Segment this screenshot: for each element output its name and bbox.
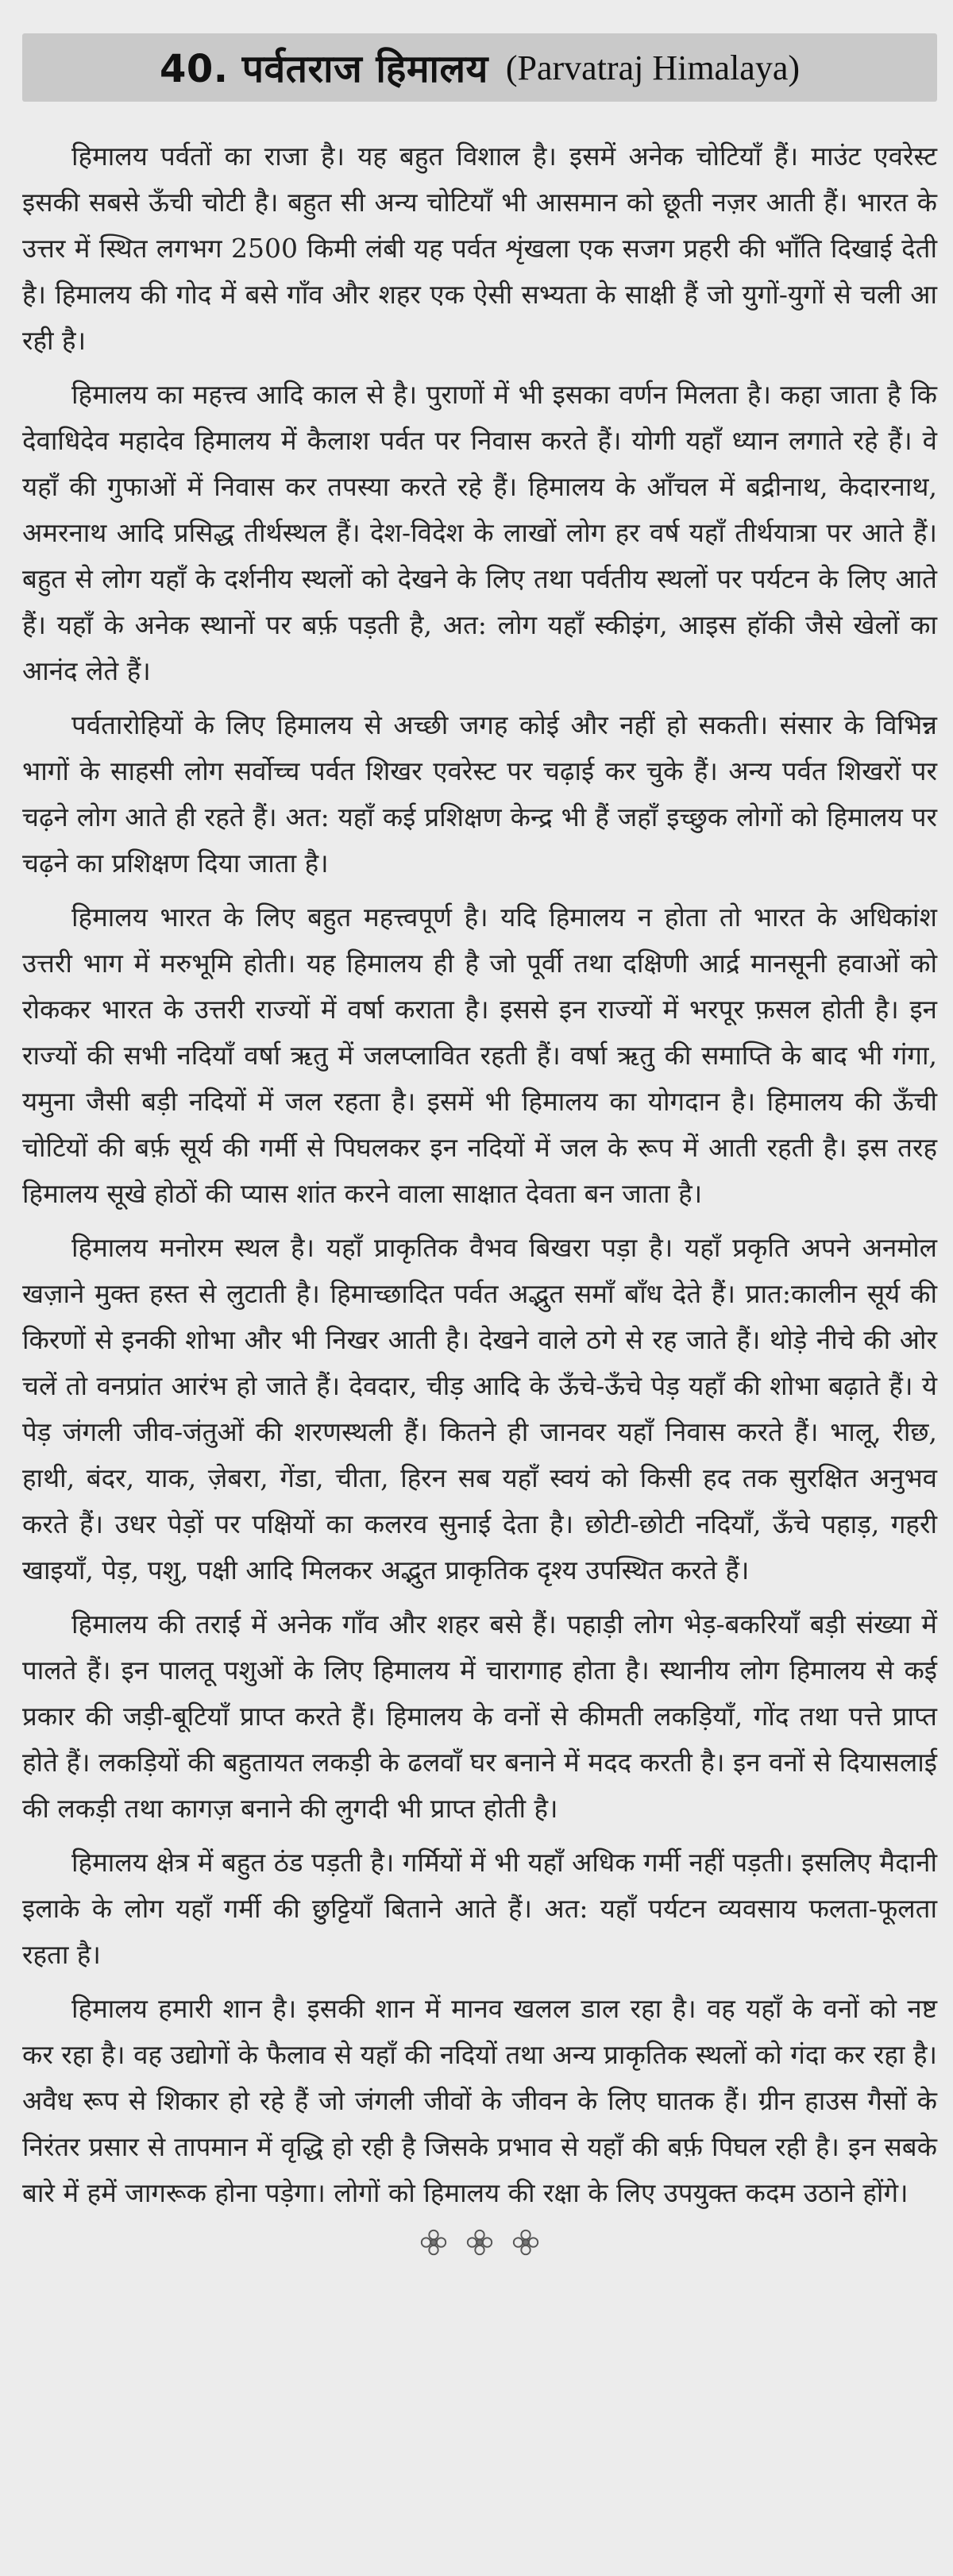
paragraph-4: हिमालय भारत के लिए बहुत महत्त्वपूर्ण है। यदि हिमालय न होता तो भारत के अधिकांश उत्तरी भाग में मरुभूमि होती। यह हिमालय ही है जो पूर्वी तथा दक्षिणी आर्द्र मानसूनी हवाओं को रोककर भारत के उत्तरी राज्यों में वर्षा कराता है। इससे इन राज्यों में भरपूर फ़सल होती है। इन राज्यों की सभी नदियाँ वर्षा ऋतु में जलप्लावित रहती हैं। वर्षा ऋतु की समाप्ति के बाद भी गंगा, यमुना जैसी बड़ी नदियों में जल रहता है। इसमें भी हिमालय का योगदान है। हिमालय की ऊँची चोटियों की बर्फ़ सूर्य की गर्मी से पिघलकर इन नदियों में जल के रूप में आती रहती है। इस तरह हिमालय सूखे होठों की प्यास शांत करने वाला साक्षात देवता बन जाता है। xyxy=(22,902,937,1209)
footer-ornament xyxy=(22,2227,937,2257)
flower-ornament-icon xyxy=(511,2227,541,2257)
page-title: 40. पर्वतराज हिमालय xyxy=(159,46,488,91)
title-band xyxy=(22,33,937,102)
paragraph-3: पर्वतारोहियों के लिए हिमालय से अच्छी जगह कोई और नहीं हो सकती। संसार के विभिन्न भागों के साहसी लोग सर्वोच्च पर्वत शिखर एवरेस्ट पर चढ़ाई कर चुके हैं। अन्य पर्वत शिखरों पर चढ़ने लोग आते ही रहते हैं। अत: यहाँ कई प्रशिक्षण केन्द्र भी हैं जहाँ इच्छुक लोगों को हिमालय पर चढ़ने का प्रशिक्षण दिया जाता है। xyxy=(22,709,937,879)
paragraph-1: हिमालय पर्वतों का राजा है। यह बहुत विशाल है। इसमें अनेक चोटियाँ हैं। माउंट एवरेस्ट इसकी सबसे ऊँची चोटी है। बहुत सी अन्य चोटियाँ भी आसमान को छूती नज़र आती हैं। भारत के उत्तर में स्थित लगभग 2500 किमी लंबी यह पर्वत शृंखला एक सजग प्रहरी की भाँति दिखाई देती है। हिमालय की गोद में बसे गाँव और शहर एक ऐसी सभ्यता के साक्षी हैं जो युगों-युगों से चली आ रही है। xyxy=(22,141,937,356)
paragraph-6: हिमालय की तराई में अनेक गाँव और शहर बसे हैं। पहाड़ी लोग भेड़-बकरियाँ बड़ी संख्या में पालते हैं। इन पालतू पशुओं के लिए हिमालय में चारागाह होता है। स्थानीय लोग हिमालय से कई प्रकार की जड़ी-बूटियाँ प्राप्त करते हैं। हिमालय के वनों से कीमती लकड़ियाँ, गोंद तथा पत्ते प्राप्त होते हैं। लकड़ियों की बहुतायत लकड़ी के ढलवाँ घर बनाने में मदद करती है। इन वनों से दियासलाई की लकड़ी तथा कागज़ बनाने की लुगदी भी प्राप्त होती है। xyxy=(22,1609,937,1824)
essay-body xyxy=(22,133,937,2216)
paragraph-5: हिमालय मनोरम स्थल है। यहाँ प्राकृतिक वैभव बिखरा पड़ा है। यहाँ प्रकृति अपने अनमोल खज़ाने मुक्त हस्त से लुटाती है। हिमाच्छादित पर्वत अद्भुत समाँ बाँध देते हैं। प्रात:कालीन सूर्य की किरणों से इनकी शोभा और भी निखर आती है। देखने वाले ठगे से रह जाते हैं। थोड़े नीचे की ओर चलें तो वनप्रांत आरंभ हो जाते हैं। देवदार, चीड़ आदि के ऊँचे-ऊँचे पेड़ यहाँ की शोभा बढ़ाते हैं। ये पेड़ जंगली जीव-जंतुओं की शरणस्थली हैं। कितने ही जानवर यहाँ निवास करते हैं। भालू, रीछ, हाथी, बंदर, याक, ज़ेबरा, गेंडा, चीता, हिरन सब यहाँ स्वयं को किसी हद तक सुरक्षित अनुभव करते हैं। उधर पेड़ों पर पक्षियों का कलरव सुनाई देता है। छोटी-छोटी नदियाँ, ऊँचे पहाड़, गहरी खाइयाँ, पेड़, पशु, पक्षी आदि मिलकर अद्भुत प्राकृतिक दृश्य उपस्थित करते हैं। xyxy=(22,1232,937,1585)
page-subtitle: (Parvatraj Himalaya) xyxy=(505,48,801,87)
flower-ornament-icon xyxy=(419,2227,449,2257)
paragraph-8: हिमालय हमारी शान है। इसकी शान में मानव खलल डाल रहा है। वह यहाँ के वनों को नष्ट कर रहा है। वह उद्योगों के फैलाव से यहाँ की नदियों तथा अन्य प्राकृतिक स्थलों को गंदा कर रहा है। अवैध रूप से शिकार हो रहे हैं जो जंगली जीवों के जीवन के लिए घातक हैं। ग्रीन हाउस गैसों के निरंतर प्रसार से तापमान में वृद्धि हो रही है जिसके प्रभाव से यहाँ की बर्फ़ पिघल रही है। इन सबके बारे में हमें जागरूक होना पड़ेगा। लोगों को हिमालय की रक्षा के लिए उपयुक्त कदम उठाने होंगे। xyxy=(22,1993,937,2208)
paragraph-2: हिमालय का महत्त्व आदि काल से है। पुराणों में भी इसका वर्णन मिलता है। कहा जाता है कि देवाधिदेव महादेव हिमालय में कैलाश पर्वत पर निवास करते हैं। योगी यहाँ ध्यान लगाते रहे हैं। वे यहाँ की गुफाओं में निवास कर तपस्या करते रहे हैं। हिमालय के आँचल में बद्रीनाथ, केदारनाथ, अमरनाथ आदि प्रसिद्ध तीर्थस्थल हैं। देश-विदेश के लाखों लोग हर वर्ष यहाँ तीर्थयात्रा पर आते हैं। बहुत से लोग यहाँ के दर्शनीय स्थलों को देखने के लिए तथा पर्वतीय स्थलों पर पर्यटन के लिए आते हैं। यहाँ के अनेक स्थानों पर बर्फ़ पड़ती है, अत: लोग यहाँ स्कीइंग, आइस हॉकी जैसे खेलों का आनंद लेते हैं। xyxy=(22,379,937,686)
page xyxy=(0,33,953,2576)
paragraph-7: हिमालय क्षेत्र में बहुत ठंड पड़ती है। गर्मियों में भी यहाँ अधिक गर्मी नहीं पड़ती। इसलिए मैदानी इलाके के लोग यहाँ गर्मी की छुट्टियाँ बिताने आते हैं। अत: यहाँ पर्यटन व्यवसाय फलता-फूलता रहता है। xyxy=(22,1847,937,1970)
flower-ornament-icon xyxy=(465,2227,495,2257)
